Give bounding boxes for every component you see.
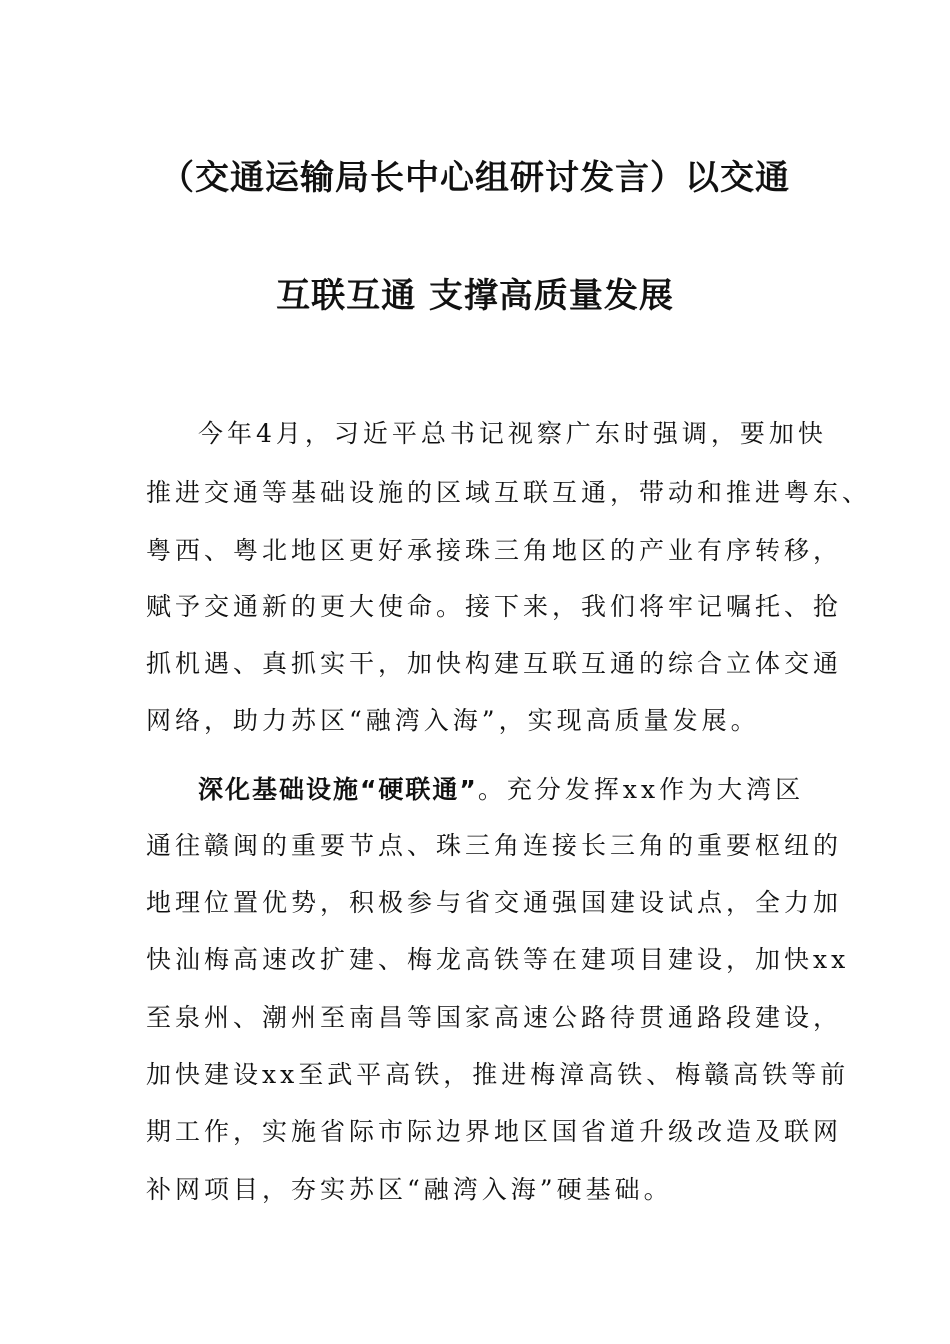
paragraph-2-lead-heading: 深化基础设施“硬联通” — [198, 775, 478, 804]
paragraph-1-line: 推进交通等基础设施的区域互联互通，带动和推进粤东、 — [146, 478, 872, 507]
paragraph-1-line: 赋予交通新的更大使命。接下来，我们将牢记嘱托、抢 — [146, 592, 843, 621]
paragraph-2-first-line-rest: 。充分发挥xx作为大湾区 — [477, 775, 805, 804]
paragraph-1-line: 今年4月，习近平总书记视察广东时强调，要加快 — [198, 419, 827, 448]
paragraph-2-line: 至泉州、潮州至南昌等国家高速公路待贯通路段建设， — [146, 1003, 843, 1032]
paragraph-2-first-line — [198, 774, 804, 806]
paragraph-2-line: 补网项目，夯实苏区“融湾入海”硬基础。 — [146, 1175, 673, 1204]
document-title-line-2: 互联互通 支撑高质量发展 — [276, 276, 674, 316]
paragraph-1-line: 粤西、粤北地区更好承接珠三角地区的产业有序转移， — [146, 536, 843, 565]
paragraph-2-line: 快汕梅高速改扩建、梅龙高铁等在建项目建设，加快xx — [146, 945, 850, 974]
document-title-line-1: （交通运输局长中心组研讨发言）以交通 — [160, 158, 790, 198]
paragraph-2-line: 通往赣闽的重要节点、珠三角连接长三角的重要枢纽的 — [146, 831, 843, 860]
paragraph-1-line: 网络，助力苏区“融湾入海”，实现高质量发展。 — [146, 706, 760, 735]
paragraph-2-line: 加快建设xx至武平高铁，推进梅漳高铁、梅赣高铁等前 — [146, 1060, 850, 1089]
paragraph-2-line: 地理位置优势，积极参与省交通强国建设试点，全力加 — [146, 888, 843, 917]
paragraph-1-line: 抓机遇、真抓实干，加快构建互联互通的综合立体交通 — [146, 649, 843, 678]
paragraph-2-line: 期工作，实施省际市际边界地区国省道升级改造及联网 — [146, 1117, 843, 1146]
